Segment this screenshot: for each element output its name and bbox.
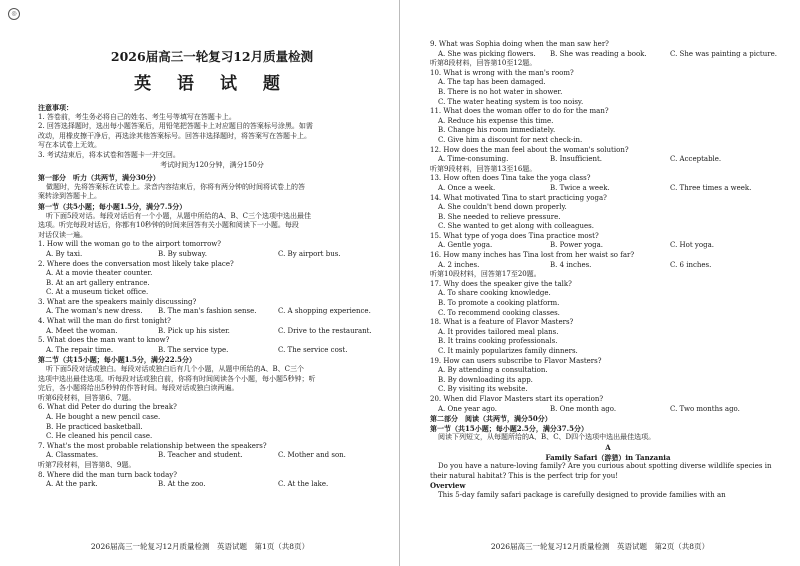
option: C. The water heating system is too noisy.	[438, 97, 584, 106]
question: 2. Where does the conversation most likely take place?	[38, 259, 234, 268]
option: A. To share cooking knowledge.	[438, 289, 551, 298]
option: A. By attending a consultation.	[438, 366, 548, 375]
question: 10. What is wrong with the man's room?	[430, 68, 574, 77]
option: C. She was painting a picture.	[670, 49, 777, 58]
material-note: 听第7段材料，回答第8、9题。	[38, 460, 136, 469]
options-row	[38, 346, 386, 356]
option: B. Teacher and student.	[158, 451, 243, 460]
notice-title: 注意事项：	[38, 103, 73, 112]
passage-line: their natural habitat? This is the perfect trip for you!	[430, 471, 619, 480]
option: B. She needed to relieve pressure.	[438, 212, 561, 221]
option: B. At the zoo.	[158, 480, 206, 489]
option: A. Reduce his expense this time.	[438, 116, 554, 125]
option: A. Once a week.	[438, 183, 496, 192]
option: B. Power yoga.	[550, 241, 603, 250]
question: 6. What did Peter do during the break?	[38, 403, 177, 412]
options-row	[430, 155, 786, 165]
option: B. Pick up his sister.	[158, 326, 230, 335]
option: A. At the park.	[46, 480, 98, 489]
option: C. Acceptable.	[670, 155, 722, 164]
option: B. One month ago.	[550, 404, 617, 413]
option: A. At a movie theater counter.	[46, 269, 153, 278]
option: C. 6 inches.	[670, 260, 712, 269]
notice-line: 写在本试卷上无效。	[38, 141, 101, 150]
option: B. He practiced basketball.	[46, 422, 143, 431]
option: B. 4 inches.	[550, 260, 592, 269]
section2-desc: 完后，各小题将给出5秒钟的作答时间。每段对话或独白读两遍。	[38, 384, 239, 393]
part2-title: 第二部分 阅读（共两节，满分50分）	[430, 414, 552, 424]
option: A. By taxi.	[46, 249, 83, 258]
options-row	[38, 250, 386, 260]
option: A. Time-consuming.	[438, 155, 509, 164]
options-row	[430, 261, 786, 271]
material-note: 听第6段材料，回答第6、7题。	[38, 393, 136, 402]
option: C. The service cost.	[278, 345, 348, 354]
option: B. It trains cooking professionals.	[438, 337, 558, 346]
passage-line: Do you have a nature-loving family? Are you curious about spotting diverse wildlife species in	[438, 462, 772, 471]
question: 7. What's the most probable relationship between the speakers?	[38, 441, 267, 450]
question: 11. What does the woman offer to do for the man?	[430, 107, 609, 116]
question: 14. What motivated Tina to start practicing yoga?	[430, 193, 607, 202]
section2-title: 第二节（共15小题；每小题1.5分，满分22.5分）	[38, 355, 196, 365]
page-footer: 2026届高三一轮复习12月质量检测 英语试题 第1页（共8页）	[90, 542, 310, 551]
option: A. The tap has been damaged.	[438, 78, 546, 87]
option: C. A shopping experience.	[278, 307, 371, 316]
option: C. By airport bus.	[278, 249, 341, 258]
question: 18. What is a feature of Flavor Masters?	[430, 318, 574, 327]
option: B. She was reading a book.	[550, 49, 647, 58]
question: 15. What type of yoga does Tina practice most?	[430, 231, 599, 240]
section2-desc: 听下面5段对话或独白。每段对话或独白后有几个小题，从题中所给的A、B、C三个	[46, 365, 305, 374]
time-note: 考试时间为120分钟，满分150分	[160, 160, 264, 169]
section1-desc: 选项。听完每段对话后，你都有10秒钟的时间来回答有关小题和阅读下一小题。每段	[38, 221, 299, 230]
page-footer: 2026届高三一轮复习12月质量检测 英语试题 第2页（共8页）	[490, 542, 710, 551]
question: 17. Why does the speaker give the talk?	[430, 279, 572, 288]
question: 12. How does the man feel about the woman's solution?	[430, 145, 629, 154]
option: A. She was picking flowers.	[438, 49, 536, 58]
option: A. 2 inches.	[438, 260, 480, 269]
exam-title: 2026届高三一轮复习12月质量检测	[110, 49, 314, 64]
overview-title: Overview	[430, 481, 466, 491]
options-row	[38, 307, 386, 317]
options-row	[38, 451, 386, 461]
option: A. Classmates.	[46, 451, 99, 460]
option: B. To promote a cooking platform.	[438, 299, 560, 308]
option: A. The repair time.	[46, 345, 114, 354]
option: B. Change his room immediately.	[438, 126, 556, 135]
option: B. At an art gallery entrance.	[46, 278, 150, 287]
question: 19. How can users subscribe to Flavor Masters?	[430, 356, 602, 365]
option: C. Three times a week.	[670, 183, 752, 192]
option: A. He bought a new pencil case.	[46, 413, 161, 421]
exam-subject: 英 语 试 题	[134, 74, 290, 94]
exam-page-2	[400, 0, 800, 566]
option: A. The woman's new dress.	[46, 307, 143, 316]
part1-title: 第一部分 听力（共两节，满分30分）	[38, 173, 160, 183]
question: 9. What was Sophia doing when the man saw her?	[430, 40, 609, 48]
section1-title: 第一节（共5小题；每小题1.5分，满分7.5分）	[38, 201, 187, 211]
options-row	[38, 327, 386, 337]
option: C. He cleaned his pencil case.	[46, 432, 153, 441]
option: B. By downloading its app.	[438, 375, 533, 384]
section1-desc: 对话仅读一遍。	[38, 230, 87, 239]
option: C. At the lake.	[278, 480, 329, 489]
question: 4. What will the man do first tonight?	[38, 317, 171, 326]
options-row	[430, 184, 786, 194]
option: C. She wanted to get along with colleagues.	[438, 222, 594, 231]
option: C. Mother and son.	[278, 451, 346, 460]
option: A. Meet the woman.	[46, 326, 118, 335]
overview-line: This 5-day family safari package is carefully designed to provide families with an	[438, 490, 726, 499]
notice-line: 1. 答卷前，考生务必将自己的姓名、考生号等填写在答题卡上。	[38, 112, 236, 121]
page-corner-mark: ◎	[8, 8, 20, 20]
notice-line: 3. 考试结束后，将本试卷和答题卡一并交回。	[38, 150, 180, 159]
part1-desc: 做题时，先将答案标在试卷上。录音内容结束后，你将有两分钟的时间将试卷上的答	[46, 182, 305, 191]
question: 8. Where did the man turn back today?	[38, 470, 177, 479]
option: C. It mainly popularizes family dinners.	[438, 347, 578, 355]
option: C. At a museum ticket office.	[46, 288, 149, 297]
section3-title: 第一节（共15小题；每小题2.5分，满分37.5分）	[430, 423, 588, 433]
passage-title: Family Safari（游猎）in Tanzania	[545, 452, 671, 462]
option: C. To recommend cooking classes.	[438, 308, 560, 317]
notice-line: 2. 回答选择题时，选出每小题答案后，用铅笔把答题卡上对应题目的答案标号涂黑。如需	[38, 122, 313, 131]
question: 1. How will the woman go to the airport tomorrow?	[38, 240, 222, 249]
option: B. Insufficient.	[550, 155, 603, 164]
options-row	[430, 50, 786, 60]
option: C. Give him a discount for next check-in.	[438, 135, 583, 144]
question: 20. When did Flavor Masters start its operation?	[430, 394, 604, 403]
option: A. She couldn't bend down properly.	[438, 203, 567, 212]
option: A. It provides tailored meal plans.	[438, 327, 559, 336]
section3-desc: 阅读下列短文，从每题所给的A、B、C、D四个选项中选出最佳选项。	[438, 433, 656, 442]
option: B. There is no hot water in shower.	[438, 87, 563, 96]
section2-desc: 选项中选出最佳选项。听每段对话或独白前，你将有时间阅读各个小题，每小题5秒钟；听	[38, 374, 316, 383]
options-row	[430, 241, 786, 251]
material-note: 听第10段材料，回答第17至20题。	[430, 270, 541, 279]
question: 16. How many inches has Tina lost from her waist so far?	[430, 251, 635, 260]
question: 13. How often does Tina take the yoga class?	[430, 174, 591, 183]
option: B. The man's fashion sense.	[158, 307, 257, 316]
passage-letter: A	[605, 442, 611, 452]
question: 5. What does the man want to know?	[38, 336, 170, 345]
options-row	[38, 480, 386, 490]
options-row	[430, 405, 786, 415]
option: C. Two months ago.	[670, 404, 740, 413]
material-note: 听第8段材料，回答第10至12题。	[430, 59, 537, 68]
option: C. Hot yoga.	[670, 241, 714, 250]
option: C. Drive to the restaurant.	[278, 326, 372, 335]
option: B. The service type.	[158, 345, 229, 354]
part1-desc: 案转涂到答题卡上。	[38, 192, 101, 201]
option: A. One year ago.	[438, 404, 497, 413]
option: B. Twice a week.	[550, 183, 610, 192]
option: C. By visiting its website.	[438, 385, 528, 394]
question: 3. What are the speakers mainly discussing?	[38, 297, 197, 306]
option: B. By subway.	[158, 249, 207, 258]
notice-line: 改动，用橡皮擦干净后，再选涂其他答案标号。回答非选择题时，将答案写在答题卡上。	[38, 131, 311, 140]
section1-desc: 听下面5段对话。每段对话后有一个小题，从题中所给的A、B、C三个选项中选出最佳	[46, 211, 312, 220]
option: A. Gentle yoga.	[438, 241, 493, 250]
material-note: 听第9段材料，回答第13至16题。	[430, 164, 537, 173]
